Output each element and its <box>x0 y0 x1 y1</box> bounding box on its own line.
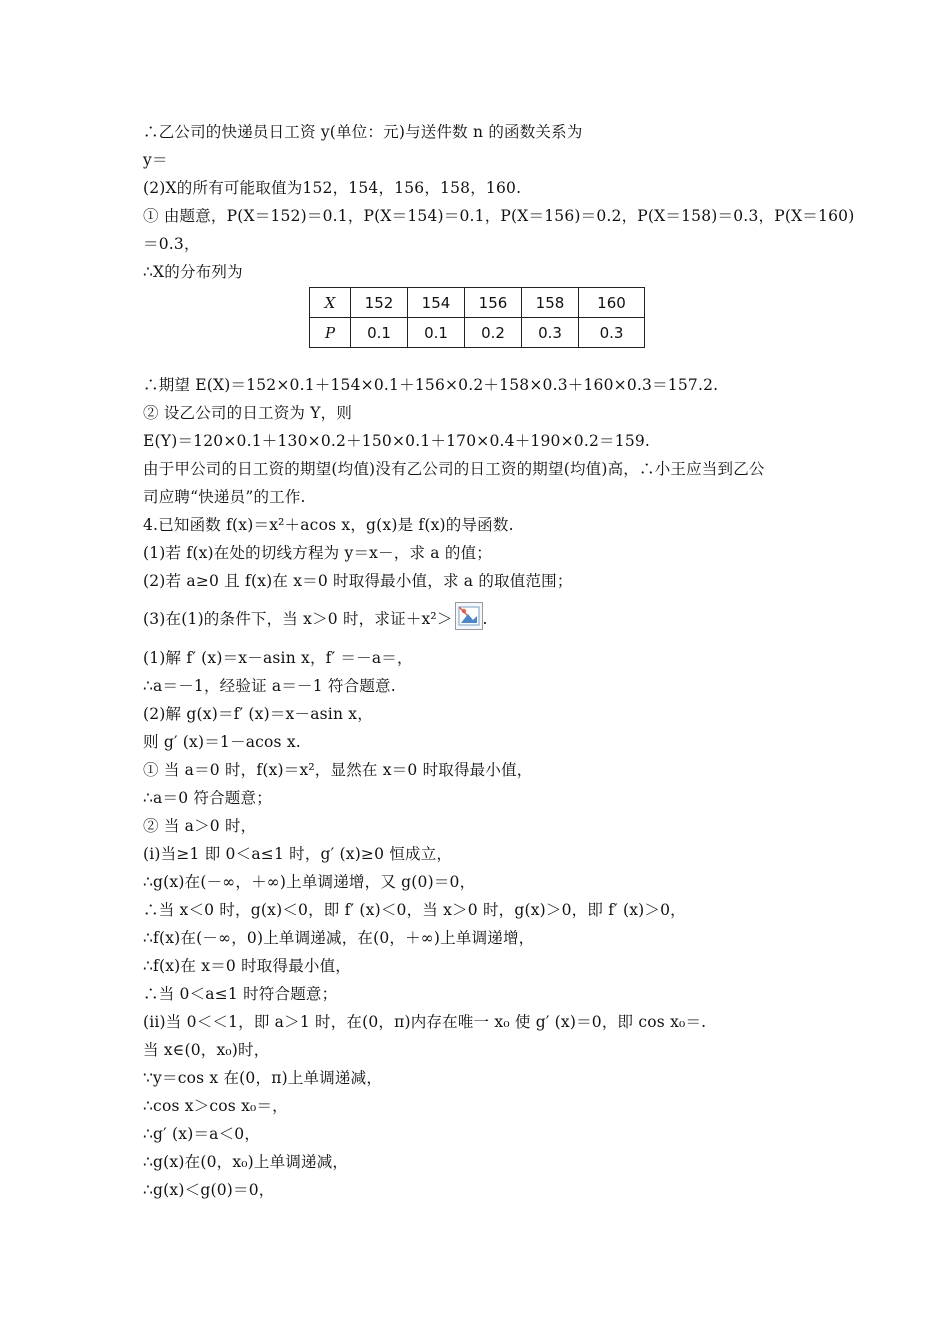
text-segment: . <box>482 610 488 628</box>
text-line: ∴a＝－1，经验证 a＝－1 符合题意. <box>143 677 396 695</box>
table-cell: 152 <box>351 288 408 318</box>
table-cell: 0.3 <box>579 318 645 348</box>
text-line: ∵y＝cos x 在(0，π)上单调递减， <box>143 1069 383 1087</box>
table-header-p: P <box>310 318 351 348</box>
text-line: ∴a＝0 符合题意； <box>143 789 272 807</box>
text-line: E(Y)＝120×0.1＋130×0.2＋150×0.1＋170×0.4＋190×0.2＝159. <box>143 432 651 450</box>
text-line: ∴g(x)在(0，x₀)上单调递减， <box>143 1153 349 1171</box>
text-line: ∴当 x＜0 时，g(x)＜0，即 f′ (x)＜0，当 x＞0 时，g(x)＞0，即 f′ (x)＞0， <box>143 901 686 919</box>
table-cell: 0.1 <box>351 318 408 348</box>
text-line: ∴X的分布列为 <box>143 263 243 281</box>
text-line: 当 x∈(0，x₀)时， <box>143 1041 270 1059</box>
text-line: (ii)当 0＜＜1，即 a＞1 时，在(0，π)内存在唯一 x₀ 使 g′ (x)＝0，即 cos x₀＝. <box>143 1013 707 1031</box>
text-line: 4.已知函数 f(x)＝x²＋acos x，g(x)是 f(x)的导函数. <box>143 516 514 534</box>
text-line: ＝0.3， <box>143 235 200 253</box>
text-segment: (3)在(1)的条件下，当 x＞0 时，求证＋x²＞ <box>143 610 453 628</box>
text-line: ∴当 0＜a≤1 时符合题意； <box>143 985 338 1003</box>
text-line: ∴期望 E(X)＝152×0.1＋154×0.1＋156×0.2＋158×0.3＋160×0.3＝157.2. <box>143 376 719 394</box>
table-cell: 154 <box>408 288 465 318</box>
text-line <box>143 606 488 634</box>
table-cell: 156 <box>465 288 522 318</box>
text-line: 则 g′ (x)＝1－acos x. <box>143 733 301 751</box>
text-line: ∴g(x)在(－∞，＋∞)上单调递增，又 g(0)＝0， <box>143 873 476 891</box>
text-line: ∴cos x＞cos x₀＝， <box>143 1097 288 1115</box>
table-cell: 0.2 <box>465 318 522 348</box>
text-line: ∴g(x)＜g(0)＝0， <box>143 1181 275 1199</box>
text-line: ② 当 a＞0 时， <box>143 817 257 835</box>
text-line: ② 设乙公司的日工资为 Y，则 <box>143 404 353 422</box>
text-line: (2)X的所有可能取值为152，154，156，158，160. <box>143 179 522 197</box>
text-line: (2)解 g(x)＝f′ (x)＝x－asin x， <box>143 705 373 723</box>
broken-image-icon <box>455 602 483 630</box>
text-line: ∴f(x)在(－∞，0)上单调递减，在(0，＋∞)上单调递增， <box>143 929 535 947</box>
text-line: (i)当≥1 即 0＜a≤1 时，g′ (x)≥0 恒成立， <box>143 845 453 863</box>
text-line: (1)若 f(x)在处的切线方程为 y＝x－，求 a 的值； <box>143 544 492 562</box>
text-line: ∴g′ (x)＝a＜0， <box>143 1125 261 1143</box>
text-line: ∴乙公司的快递员日工资 y(单位：元)与送件数 n 的函数关系为 <box>143 123 583 141</box>
table-cell: 0.3 <box>522 318 579 348</box>
text-line: (2)若 a≥0 且 f(x)在 x＝0 时取得最小值，求 a 的取值范围； <box>143 572 573 590</box>
text-line: 由于甲公司的日工资的期望(均值)没有乙公司的日工资的期望(均值)高，∴小王应当到乙公 <box>143 460 765 478</box>
text-line: (1)解 f′ (x)＝x－asin x，f′ ＝－a＝， <box>143 649 413 667</box>
table-header-x: X <box>310 288 351 318</box>
text-line: ① 当 a＝0 时，f(x)＝x²，显然在 x＝0 时取得最小值， <box>143 761 533 779</box>
text-line: 司应聘“快递员”的工作. <box>143 488 306 506</box>
text-line: y＝ <box>143 151 168 169</box>
table-cell: 158 <box>522 288 579 318</box>
distribution-table <box>309 287 645 348</box>
table-cell: 0.1 <box>408 318 465 348</box>
text-line: ∴f(x)在 x＝0 时取得最小值， <box>143 957 351 975</box>
table-row <box>310 288 645 318</box>
table-cell: 160 <box>579 288 645 318</box>
text-line: ① 由题意，P(X＝152)＝0.1，P(X＝154)＝0.1，P(X＝156)＝0.2，P(X＝158)＝0.3，P(X＝160) <box>143 207 855 225</box>
table-row <box>310 318 645 348</box>
